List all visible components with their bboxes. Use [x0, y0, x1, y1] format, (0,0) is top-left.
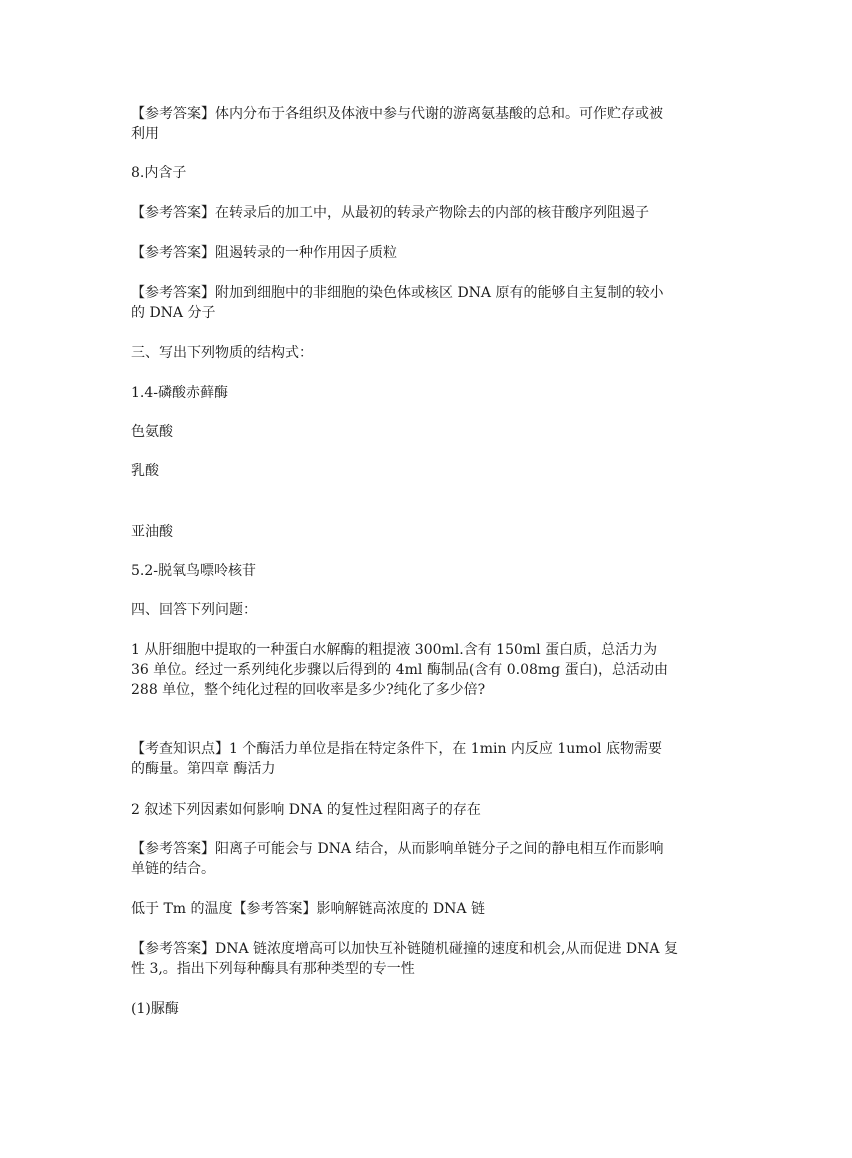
term-intron — [131, 163, 731, 183]
text-line: 三、写出下列物质的结构式： — [131, 345, 313, 361]
text-line: 单链的结合。 — [131, 861, 215, 877]
text-line: 2 叙述下列因素如何影响 DNA 的复性过程阳离子的存在 — [131, 802, 481, 818]
text-line: (1)脲酶 — [131, 1001, 179, 1017]
text-line: 乳酸 — [131, 463, 159, 479]
text-line: 【参考答案】体内分布于各组织及体液中参与代谢的游离氨基酸的总和。可作贮存或被 — [131, 106, 663, 122]
item-urease — [131, 999, 731, 1019]
item-tryptophan — [131, 422, 731, 442]
answer-paragraph-temperature — [131, 899, 731, 919]
question-enzyme-purification — [131, 640, 731, 700]
text-line: 四、回答下列问题： — [131, 602, 257, 618]
knowledge-point-enzyme-activity — [131, 739, 731, 779]
item-erythrose-phosphate — [131, 383, 731, 403]
text-line: 亚油酸 — [131, 524, 173, 540]
section-heading-structures — [131, 343, 731, 363]
answer-paragraph-plasmid — [131, 283, 731, 323]
text-line: 低于 Tm 的温度【参考答案】影响解链高浓度的 DNA 链 — [131, 901, 485, 917]
answer-paragraph-repressor — [131, 243, 731, 263]
text-line: 288 单位，整个纯化过程的回收率是多少?纯化了多少倍? — [131, 682, 486, 698]
text-line: 【参考答案】DNA 链浓度增高可以加快互补链随机碰撞的速度和机会,从而促进 DNA 复 — [131, 941, 678, 957]
answer-paragraph-intron — [131, 203, 731, 223]
answer-paragraph-cations — [131, 839, 731, 879]
text-line: 【参考答案】附加到细胞中的非细胞的染色体或核区 DNA 原有的能够自主复制的较小 — [131, 285, 664, 301]
item-deoxyguanosine — [131, 561, 731, 581]
text-line: 性 3,。指出下列每种酶具有那种类型的专一性 — [131, 961, 415, 977]
text-line: 1.4-磷酸赤藓酶 — [131, 385, 228, 401]
item-lactic-acid — [131, 461, 731, 481]
text-line: 【参考答案】阻遏转录的一种作用因子质粒 — [131, 245, 397, 261]
text-line: 5.2-脱氧鸟嘌呤核苷 — [131, 563, 256, 579]
text-line: 【考查知识点】1 个酶活力单位是指在特定条件下，在 1min 内反应 1umol 底物需要 — [131, 741, 662, 757]
text-line: 色氨酸 — [131, 424, 173, 440]
text-line: 的 DNA 分子 — [131, 305, 216, 321]
text-line: 8.内含子 — [131, 165, 187, 181]
text-line: 【参考答案】阳离子可能会与 DNA 结合，从而影响单链分子之间的静电相互作而影响 — [131, 841, 664, 857]
item-linoleic-acid — [131, 522, 731, 542]
answer-paragraph-dna-concentration — [131, 939, 731, 979]
section-heading-questions — [131, 600, 731, 620]
text-line: 36 单位。经过一系列纯化步骤以后得到的 4ml 酶制品(含有 0.08mg 蛋白)，总活动由 — [131, 662, 669, 678]
question-dna-renaturation — [131, 800, 731, 820]
text-line: 【参考答案】在转录后的加工中，从最初的转录产物除去的内部的核苷酸序列阻遏子 — [131, 205, 649, 221]
answer-paragraph-free-amino-acids — [131, 104, 731, 144]
text-line: 1 从肝细胞中提取的一种蛋白水解酶的粗提液 300ml.含有 150ml 蛋白质，总活力为 — [131, 642, 658, 658]
text-line: 利用 — [131, 126, 159, 142]
text-line: 的酶量。第四章 酶活力 — [131, 761, 276, 777]
